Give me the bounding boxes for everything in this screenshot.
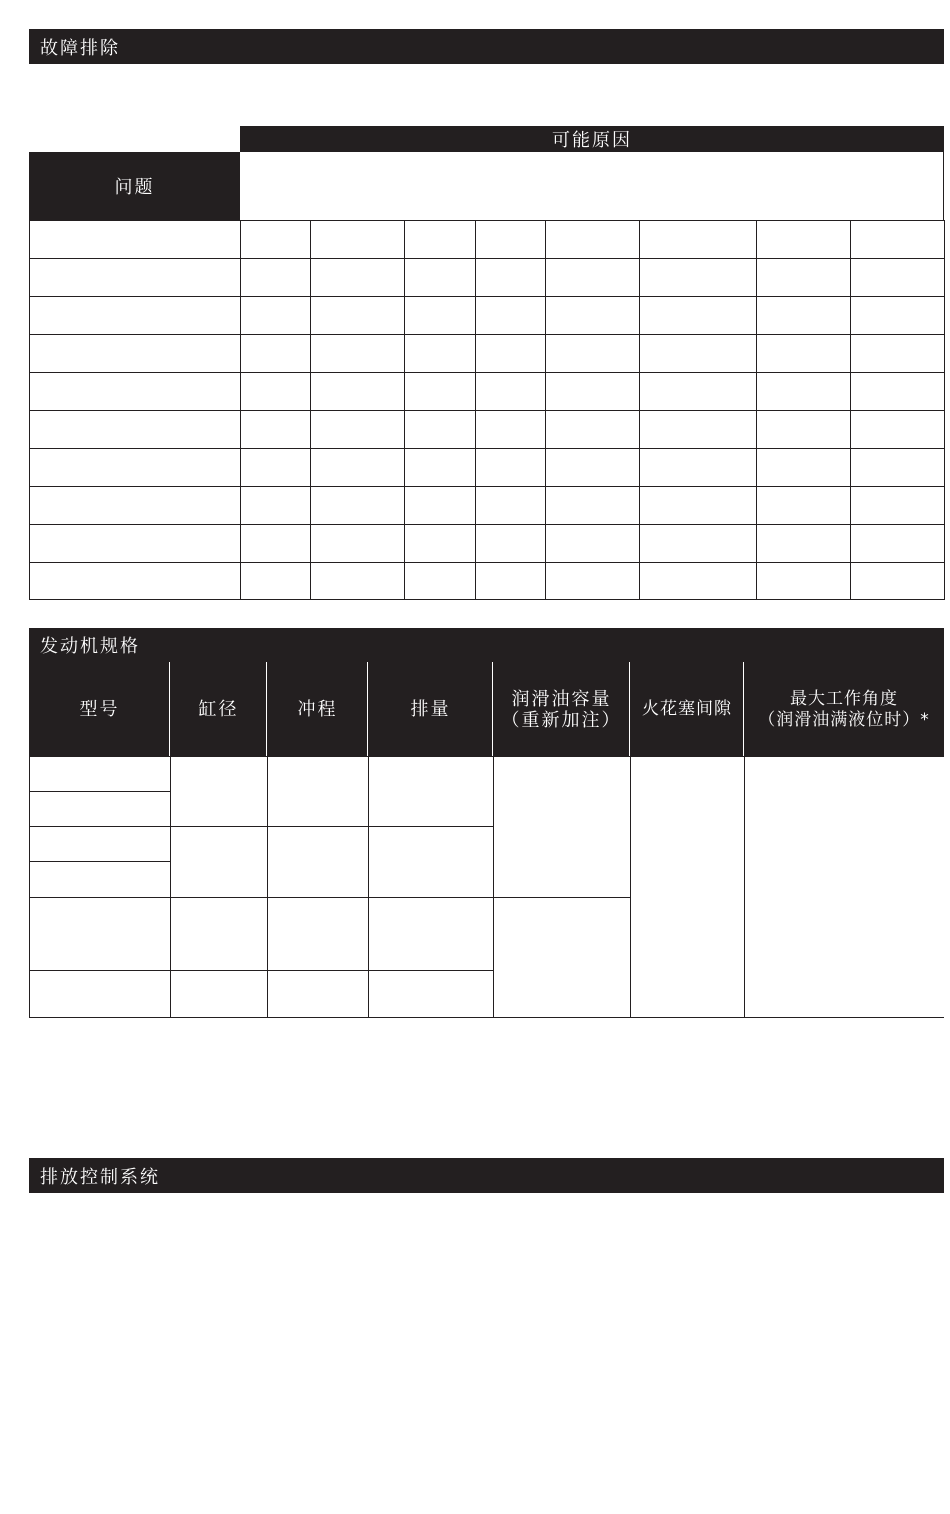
section-header-emission-control xyxy=(29,1158,944,1193)
problem-header xyxy=(29,152,240,220)
spec-cell xyxy=(170,826,268,898)
grid-column-line xyxy=(240,220,241,600)
spec-header-max-angle xyxy=(744,662,944,757)
spec-cell xyxy=(493,756,631,898)
spec-header-displacement xyxy=(368,662,493,757)
grid-column-line xyxy=(310,220,311,600)
spec-cell xyxy=(267,756,369,827)
grid-row-line xyxy=(29,599,945,600)
spec-cell xyxy=(267,897,369,971)
section-title: 发动机规格 xyxy=(40,636,140,657)
grid-row-line xyxy=(29,372,945,373)
grid-column-line xyxy=(545,220,546,600)
causes-blank-area xyxy=(240,152,944,220)
section-header-troubleshooting xyxy=(29,29,944,64)
grid-row-line xyxy=(29,410,945,411)
grid-row-line xyxy=(29,562,945,563)
grid-row-line xyxy=(29,486,945,487)
spec-cell xyxy=(170,970,268,1018)
grid-column-line xyxy=(404,220,405,600)
spec-cell xyxy=(368,970,494,1018)
spec-header-oil-capacity xyxy=(493,662,630,757)
spec-header-label: 润滑油容量 xyxy=(511,688,612,710)
spec-cell xyxy=(29,861,171,898)
grid-row-line xyxy=(29,220,945,221)
spec-header-label: 排量 xyxy=(410,699,451,720)
spec-cell xyxy=(368,756,494,827)
spec-header-label: 型号 xyxy=(79,699,120,720)
spec-header-label: 火花塞间隙 xyxy=(642,699,732,719)
grid-row-line xyxy=(29,448,945,449)
grid-row-line xyxy=(29,524,945,525)
causes-header xyxy=(240,126,944,152)
spec-header-spark-gap xyxy=(630,662,744,757)
grid-column-line xyxy=(475,220,476,600)
section-title: 故障排除 xyxy=(40,37,120,59)
grid-row-line xyxy=(29,258,945,259)
spec-cell xyxy=(630,756,745,1018)
spec-cell xyxy=(29,970,171,1018)
grid-column-line xyxy=(944,220,945,600)
spec-cell xyxy=(29,756,171,792)
section-title: 排放控制系统 xyxy=(40,1166,160,1188)
spec-cell xyxy=(493,897,631,1018)
spec-cell xyxy=(744,756,944,1018)
spec-header-stroke xyxy=(267,662,368,757)
causes-header-label: 可能原因 xyxy=(552,130,632,151)
spec-header-bore xyxy=(170,662,267,757)
spec-header-label: 最大工作角度 xyxy=(790,688,898,709)
spec-header-sublabel: （润滑油满液位时）* xyxy=(758,709,930,730)
spec-cell xyxy=(170,897,268,971)
grid-row-line xyxy=(29,334,945,335)
spec-cell xyxy=(170,756,268,827)
spec-cell xyxy=(29,791,171,827)
spec-header-label: 缸径 xyxy=(198,699,239,720)
spec-cell xyxy=(368,897,494,971)
spec-header-model xyxy=(29,662,170,757)
section-header-engine-specs xyxy=(29,628,944,662)
grid-column-line xyxy=(850,220,851,600)
spec-cell xyxy=(267,826,369,898)
grid-column-line xyxy=(639,220,640,600)
spec-header-label: 冲程 xyxy=(297,699,338,720)
grid-row-line xyxy=(29,296,945,297)
spec-header-sublabel: （重新加注） xyxy=(501,709,622,731)
spec-cell xyxy=(29,897,171,971)
spec-cell xyxy=(29,826,171,862)
grid-column-line xyxy=(29,220,30,600)
problem-header-label: 问题 xyxy=(114,177,155,198)
grid-column-line xyxy=(756,220,757,600)
spec-cell xyxy=(267,970,369,1018)
spec-cell xyxy=(368,826,494,898)
